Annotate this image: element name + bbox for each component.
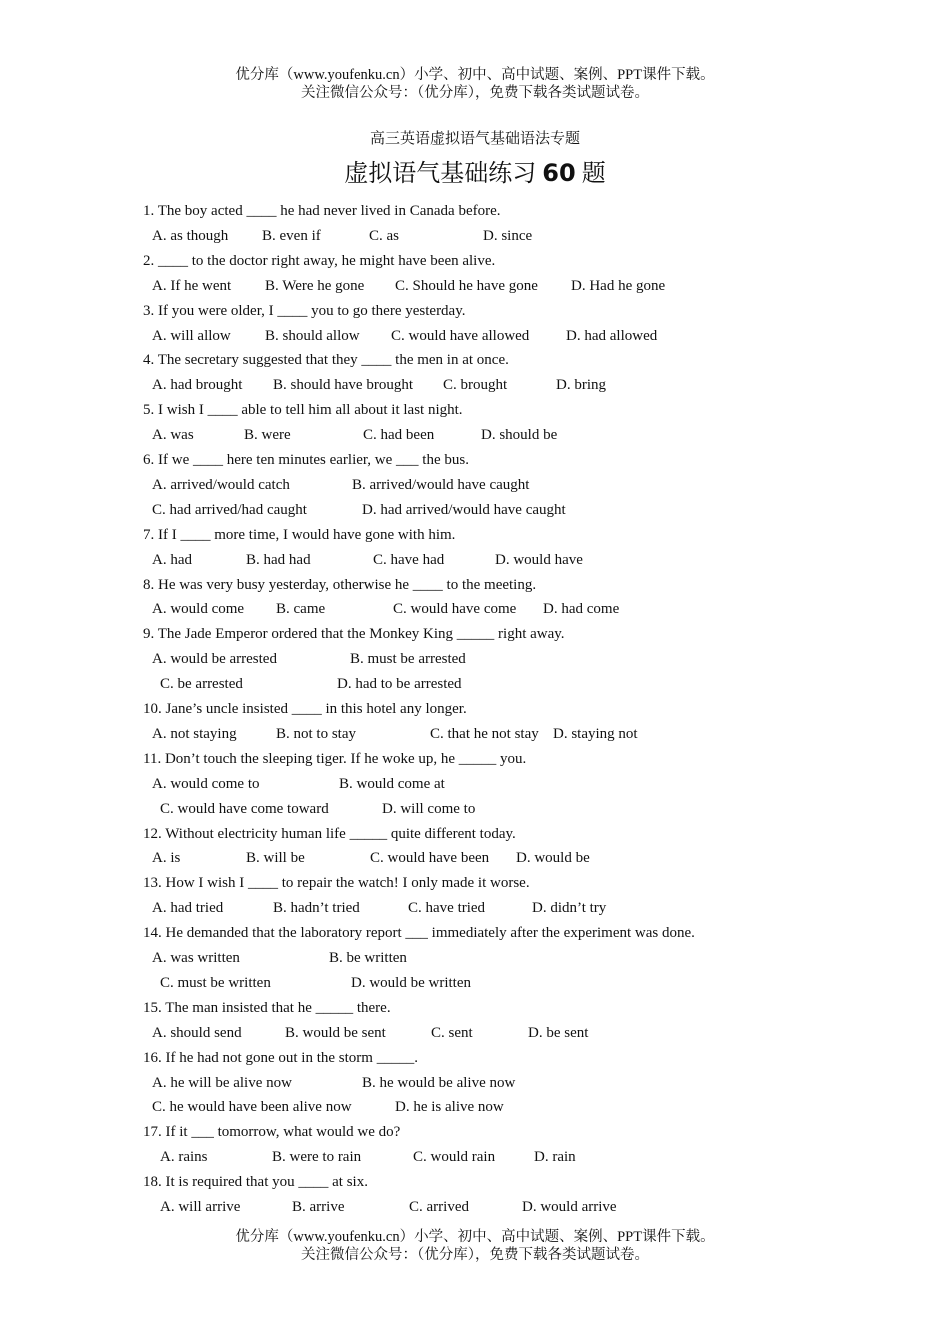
option-row — [0, 224, 950, 249]
answer-option: D. would be — [516, 850, 590, 867]
answer-option: D. had arrived/would have caught — [362, 501, 566, 518]
answer-option: D. be sent — [528, 1024, 589, 1041]
document-subtitle: 高三英语虚拟语气基础语法专题 — [369, 131, 580, 147]
answer-option: D. would arrive — [522, 1199, 617, 1215]
answer-option: B. not to stay — [276, 725, 357, 742]
answer-option: D. will come to — [382, 800, 476, 817]
question-text: 11. Don’t touch the sleeping tiger. If he woke up, he _____ you. — [143, 750, 527, 767]
option-row — [0, 672, 950, 697]
option-row — [0, 647, 950, 672]
option-row — [0, 423, 950, 448]
question-text: 7. If I ____ more time, I would have gone with him. — [143, 526, 456, 543]
answer-option: D. had come — [543, 601, 620, 618]
answer-option: A. not staying — [152, 725, 237, 742]
answer-option: A. would come — [152, 601, 245, 618]
answer-option: D. would be written — [351, 974, 471, 991]
answer-option: D. had to be arrested — [337, 676, 462, 693]
answer-option: C. as — [369, 227, 399, 244]
question-stem — [0, 448, 950, 473]
answer-option: A. If he went — [152, 277, 232, 294]
option-row — [0, 1071, 950, 1096]
question-stem — [0, 871, 950, 896]
answer-option: C. must be written — [160, 974, 271, 991]
answer-option: C. Should he have gone — [395, 277, 538, 294]
option-row — [0, 1021, 950, 1046]
answer-option: A. had tried — [152, 900, 224, 917]
question-text: 10. Jane’s uncle insisted ____ in this hotel any longer. — [143, 701, 467, 717]
answer-option: D. he is alive now — [395, 1099, 504, 1116]
option-row — [0, 373, 950, 398]
answer-option: C. that he not stay — [430, 725, 539, 742]
answer-option: B. arrive — [292, 1199, 345, 1215]
option-row — [0, 896, 950, 921]
question-stem — [0, 523, 950, 548]
title-suffix: 题 — [581, 161, 606, 187]
footer-line-1: 优分库（www.youfenku.cn）小学、初中、高中试题、案例、PPT课件下载。 — [235, 1229, 715, 1245]
answer-option: B. even if — [262, 227, 321, 244]
question-text: 18. It is required that you ____ at six. — [143, 1174, 368, 1191]
option-row — [0, 274, 950, 299]
page-header — [0, 66, 950, 102]
answer-option: D. staying not — [553, 725, 638, 742]
question-stem — [0, 398, 950, 423]
question-text: 4. The secretary suggested that they ____ the men in at once. — [143, 352, 509, 369]
document-title — [0, 157, 950, 190]
option-row — [0, 772, 950, 797]
option-row — [0, 324, 950, 349]
answer-option: C. would have allowed — [391, 327, 530, 344]
question-stem — [0, 1046, 950, 1071]
answer-option: B. will be — [246, 850, 305, 867]
question-text: 15. The man insisted that he _____ there. — [143, 999, 391, 1016]
answer-option: B. must be arrested — [350, 651, 466, 668]
question-text: 6. If we ____ here ten minutes earlier, we ___ the bus. — [143, 452, 469, 468]
question-stem — [0, 822, 950, 847]
question-text: 3. If you were older, I ____ you to go there yesterday. — [143, 302, 466, 319]
question-stem — [0, 348, 950, 373]
question-stem — [0, 697, 950, 722]
answer-option: B. should allow — [265, 327, 360, 344]
option-row — [0, 1145, 950, 1170]
question-text: 2. ____ to the doctor right away, he might have been alive. — [143, 252, 496, 269]
option-row — [0, 946, 950, 971]
answer-option: C. sent — [431, 1024, 473, 1041]
title-number: 60 — [542, 159, 576, 187]
answer-option: C. have tried — [408, 900, 486, 917]
question-text: 13. How I wish I ____ to repair the watch! I only made it worse. — [143, 875, 530, 892]
answer-option: B. were to rain — [272, 1149, 362, 1166]
answer-option: C. would have come toward — [160, 800, 329, 817]
answer-option: A. had brought — [152, 377, 243, 394]
option-row — [0, 722, 950, 747]
option-row — [0, 597, 950, 622]
option-row — [0, 1095, 950, 1120]
answer-option: C. had been — [363, 427, 435, 444]
answer-option: D. didn’t try — [532, 900, 607, 917]
answer-option: A. as though — [152, 227, 229, 244]
answer-option: A. arrived/would catch — [152, 476, 290, 493]
answer-option: B. were — [244, 427, 291, 444]
answer-option: D. would have — [495, 551, 583, 568]
answer-option: A. would come to — [152, 775, 260, 792]
option-row — [0, 498, 950, 523]
question-stem — [0, 921, 950, 946]
answer-option: C. he would have been alive now — [152, 1099, 352, 1116]
answer-option: C. arrived — [409, 1199, 469, 1215]
answer-option: D. rain — [534, 1149, 576, 1166]
question-stem — [0, 996, 950, 1021]
option-row — [0, 971, 950, 996]
question-text: 9. The Jade Emperor ordered that the Monkey King _____ right away. — [143, 626, 565, 643]
answer-option: A. rains — [160, 1149, 208, 1166]
answer-option: B. hadn’t tried — [273, 900, 360, 917]
question-stem — [0, 573, 950, 598]
answer-option: A. would be arrested — [152, 651, 277, 668]
question-text: 17. If it ___ tomorrow, what would we do? — [143, 1124, 401, 1141]
answer-option: A. will allow — [152, 327, 231, 344]
answer-option: A. had — [152, 551, 192, 568]
answer-option: D. had allowed — [566, 327, 658, 344]
answer-option: A. was written — [152, 950, 240, 966]
answer-option: A. he will be alive now — [152, 1074, 292, 1091]
option-row — [0, 1195, 950, 1220]
question-stem — [0, 299, 950, 324]
answer-option: B. Were he gone — [265, 277, 365, 294]
question-stem — [0, 249, 950, 274]
answer-option: C. be arrested — [160, 676, 243, 693]
answer-option: A. will arrive — [160, 1199, 241, 1215]
answer-option: B. came — [276, 601, 326, 618]
answer-option: B. arrived/would have caught — [352, 476, 530, 493]
answer-option: B. he would be alive now — [362, 1074, 516, 1091]
answer-option: A. is — [152, 850, 181, 867]
question-text: 14. He demanded that the laboratory report ___ immediately after the experiment was done. — [143, 925, 695, 942]
answer-option: A. should send — [152, 1024, 242, 1041]
answer-option: C. would have been — [370, 850, 490, 867]
answer-option: A. was — [152, 427, 194, 444]
answer-option: B. had had — [246, 551, 311, 568]
question-stem — [0, 1170, 950, 1195]
answer-option: B. would be sent — [285, 1024, 386, 1041]
answer-option: B. should have brought — [273, 377, 413, 394]
answer-option: B. be written — [329, 950, 407, 966]
answer-option: D. Had he gone — [571, 277, 666, 294]
question-text: 1. The boy acted ____ he had never lived in Canada before. — [143, 203, 501, 219]
answer-option: D. bring — [556, 377, 606, 394]
header-line-1: 优分库（www.youfenku.cn）小学、初中、高中试题、案例、PPT课件下载。 — [235, 67, 715, 83]
question-stem — [0, 747, 950, 772]
answer-option: B. would come at — [339, 775, 445, 792]
option-row — [0, 797, 950, 822]
question-text: 12. Without electricity human life _____ quite different today. — [143, 825, 516, 842]
answer-option: C. would have come — [393, 601, 517, 618]
option-row — [0, 846, 950, 871]
option-row — [0, 548, 950, 573]
question-stem — [0, 1120, 950, 1145]
page-footer — [0, 1228, 950, 1264]
question-text: 8. He was very busy yesterday, otherwise he ____ to the meeting. — [143, 576, 537, 593]
answer-option: D. since — [483, 227, 533, 244]
answer-option: C. had arrived/had caught — [152, 501, 307, 518]
title-text: 虚拟语气基础练习 — [344, 161, 537, 187]
answer-option: C. would rain — [413, 1149, 496, 1166]
answer-option: D. should be — [481, 427, 558, 444]
question-stem — [0, 199, 950, 224]
answer-option: C. brought — [443, 377, 508, 394]
option-row — [0, 473, 950, 498]
question-text: 16. If he had not gone out in the storm _____. — [143, 1049, 418, 1066]
footer-line-2: 关注微信公众号：（优分库），免费下载各类试题试卷。 — [301, 1247, 649, 1263]
header-line-2: 关注微信公众号：（优分库），免费下载各类试题试卷。 — [301, 85, 649, 101]
question-stem — [0, 622, 950, 647]
question-text: 5. I wish I ____ able to tell him all about it last night. — [143, 402, 463, 419]
answer-option: C. have had — [373, 551, 445, 568]
